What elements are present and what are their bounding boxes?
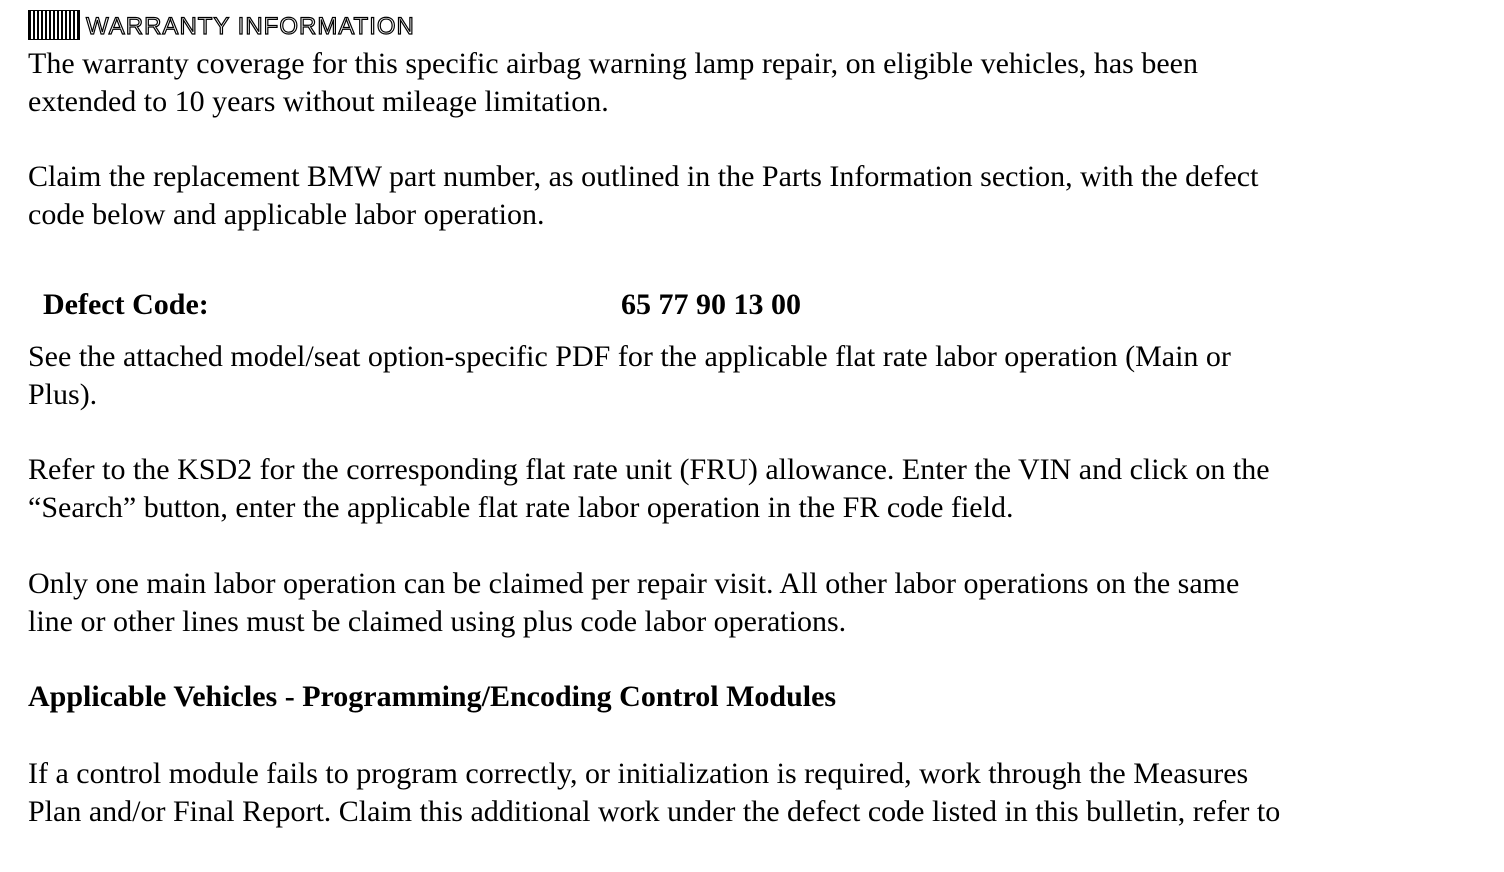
control-module-line-2: Plan and/or Final Report. Claim this additional work under the defect code listed in this bulletin, refer to [28, 794, 1281, 828]
see-attached-paragraph [28, 338, 1448, 413]
coverage-paragraph [28, 45, 1448, 120]
see-attached-line-1: See the attached model/seat option-specific PDF for the applicable flat rate labor operation (Main or [28, 340, 1231, 373]
only-one-line-2: line or other lines must be claimed using plus code labor operations. [28, 604, 847, 638]
refer-ksd2-line-1: Refer to the KSD2 for the corresponding flat rate unit (FRU) allowance. Enter the VIN and click on the [28, 453, 1270, 486]
refer-ksd2-line-2: “Search” button, enter the applicable flat rate labor operation in the FR code field. [28, 490, 1014, 524]
control-module-line-1: If a control module fails to program correctly, or initialization is required, work through the Measures [28, 757, 1249, 790]
section-header-title: WARRANTY INFORMATION [86, 13, 415, 40]
coverage-line-2: extended to 10 years without mileage limitation. [28, 84, 609, 118]
claim-line-2: code below and applicable labor operation. [28, 197, 545, 231]
applicable-vehicles-heading: Applicable Vehicles - Programming/Encoding Control Modules [28, 680, 837, 713]
control-module-paragraph [28, 755, 1448, 830]
claim-line-1: Claim the replacement BMW part number, as outlined in the Parts Information section, with the defect [28, 160, 1259, 193]
section-header [28, 10, 415, 40]
see-attached-line-2: Plus). [28, 377, 98, 411]
defect-code-value: 65 77 90 13 00 [621, 288, 801, 321]
refer-ksd2-paragraph [28, 451, 1448, 526]
defect-code-label: Defect Code: [43, 288, 209, 321]
only-one-paragraph [28, 565, 1448, 640]
warranty-logo-icon [28, 10, 80, 40]
claim-paragraph [28, 158, 1448, 233]
coverage-line-1: The warranty coverage for this specific airbag warning lamp repair, on eligible vehicles, has been [28, 47, 1198, 80]
only-one-line-1: Only one main labor operation can be claimed per repair visit. All other labor operations on the same [28, 567, 1240, 600]
